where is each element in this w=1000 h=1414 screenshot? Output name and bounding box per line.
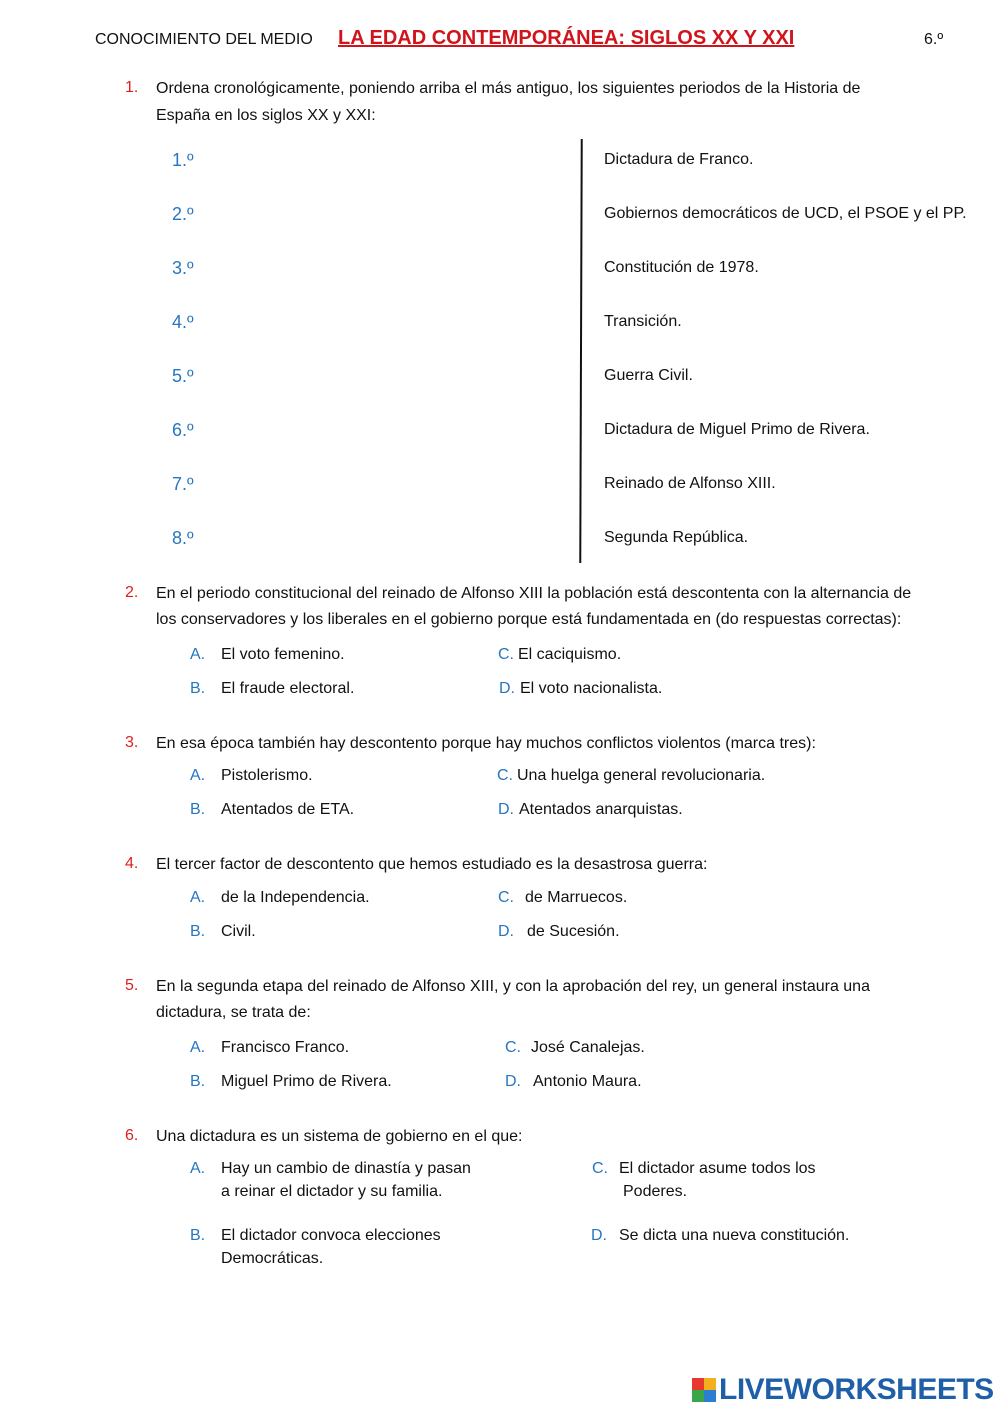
option-c-continued[interactable]: Poderes. xyxy=(623,1183,688,1200)
option-a[interactable]: El voto femenino. xyxy=(221,646,345,663)
option-letter-a[interactable]: A. xyxy=(190,1160,206,1177)
question-number: 4. xyxy=(125,855,139,872)
question-text: España en los siglos XX y XXI: xyxy=(156,107,376,124)
subject-label: CONOCIMIENTO DEL MEDIO xyxy=(95,31,313,48)
option-letter-c[interactable]: C. xyxy=(498,646,514,663)
period-item[interactable]: Transición. xyxy=(604,313,682,330)
option-a[interactable]: Francisco Franco. xyxy=(221,1039,350,1056)
question-text: Ordena cronológicamente, poniendo arriba el más antiguo, los siguientes periodos de la Historia de xyxy=(156,80,861,97)
logo-square-blue xyxy=(704,1390,716,1402)
order-slot[interactable]: 3.º xyxy=(172,258,194,278)
option-b[interactable]: Civil. xyxy=(221,923,256,940)
period-item[interactable]: Segunda República. xyxy=(604,529,749,546)
option-letter-c[interactable]: C. xyxy=(497,767,513,784)
option-letter-d[interactable]: D. xyxy=(591,1227,607,1244)
liveworksheets-logo-icon xyxy=(692,1378,716,1402)
logo-square-green xyxy=(692,1390,704,1402)
order-slot[interactable]: 2.º xyxy=(172,204,194,224)
option-letter-b[interactable]: B. xyxy=(190,680,206,697)
question-text: En esa época también hay descontento porque hay muchos conflictos violentos (marca tres): xyxy=(156,735,816,752)
question-text: Una dictadura es un sistema de gobierno en el que: xyxy=(156,1128,523,1145)
option-letter-a[interactable]: A. xyxy=(190,646,206,663)
option-letter-d[interactable]: D. xyxy=(505,1073,521,1090)
option-letter-a[interactable]: A. xyxy=(190,889,206,906)
option-b[interactable]: Miguel Primo de Rivera. xyxy=(221,1073,392,1090)
period-item[interactable]: Dictadura de Franco. xyxy=(604,151,754,168)
option-letter-d[interactable]: D. xyxy=(498,923,514,940)
question-number: 5. xyxy=(125,977,139,994)
option-a-continued[interactable]: a reinar el dictador y su familia. xyxy=(221,1183,443,1200)
option-a[interactable]: de la Independencia. xyxy=(221,889,370,906)
order-slot[interactable]: 4.º xyxy=(172,312,194,332)
option-a[interactable]: Pistolerismo. xyxy=(221,767,313,784)
option-letter-c[interactable]: C. xyxy=(592,1160,608,1177)
question-number: 6. xyxy=(125,1127,139,1144)
option-letter-b[interactable]: B. xyxy=(190,1227,206,1244)
option-b[interactable]: El fraude electoral. xyxy=(221,680,355,697)
option-letter-b[interactable]: B. xyxy=(190,1073,206,1090)
order-slot[interactable]: 5.º xyxy=(172,366,194,386)
option-c[interactable]: de Marruecos. xyxy=(525,889,628,906)
option-b[interactable]: El dictador convoca elecciones xyxy=(221,1227,441,1244)
grade-label: 6.º xyxy=(924,31,944,48)
option-d[interactable]: Atentados anarquistas. xyxy=(519,801,683,818)
option-letter-d[interactable]: D. xyxy=(499,680,515,697)
option-letter-c[interactable]: C. xyxy=(498,889,514,906)
option-a[interactable]: Hay un cambio de dinastía y pasan xyxy=(221,1160,471,1177)
period-item[interactable]: Dictadura de Miguel Primo de Rivera. xyxy=(604,421,870,438)
liveworksheets-logo xyxy=(692,1373,994,1407)
logo-square-red xyxy=(692,1378,704,1390)
option-letter-b[interactable]: B. xyxy=(190,923,206,940)
option-d[interactable]: de Sucesión. xyxy=(527,923,620,940)
option-letter-a[interactable]: A. xyxy=(190,1039,206,1056)
option-d[interactable]: El voto nacionalista. xyxy=(520,680,663,697)
option-b-continued[interactable]: Democráticas. xyxy=(221,1250,324,1267)
question-text: En la segunda etapa del reinado de Alfonso XIII, y con la aprobación del rey, un general instaura una xyxy=(156,978,870,995)
worksheet-title: LA EDAD CONTEMPORÁNEA: SIGLOS XX Y XXI xyxy=(338,27,795,49)
order-slot[interactable]: 7.º xyxy=(172,474,194,494)
option-d[interactable]: Se dicta una nueva constitución. xyxy=(619,1227,850,1244)
option-c[interactable]: Una huelga general revolucionaria. xyxy=(517,767,766,784)
question-number: 3. xyxy=(125,734,139,751)
question-text: los conservadores y los liberales en el gobierno porque está fundamentada en (do respuestas correctas): xyxy=(156,611,902,628)
logo-text: LIVEWORKSHEETS xyxy=(719,1373,994,1406)
option-letter-a[interactable]: A. xyxy=(190,767,206,784)
option-d[interactable]: Antonio Maura. xyxy=(533,1073,642,1090)
option-letter-d[interactable]: D. xyxy=(498,801,514,818)
option-letter-b[interactable]: B. xyxy=(190,801,206,818)
order-slot[interactable]: 6.º xyxy=(172,420,194,440)
question-text: El tercer factor de descontento que hemos estudiado es la desastrosa guerra: xyxy=(156,856,708,873)
option-b[interactable]: Atentados de ETA. xyxy=(221,801,355,818)
order-slot[interactable]: 8.º xyxy=(172,528,194,548)
divider-line xyxy=(579,139,582,563)
question-text: dictadura, se trata de: xyxy=(156,1004,311,1021)
logo-square-yellow xyxy=(704,1378,716,1390)
question-number: 2. xyxy=(125,584,139,601)
order-slot[interactable]: 1.º xyxy=(172,150,194,170)
option-c[interactable]: El caciquismo. xyxy=(518,646,622,663)
period-item[interactable]: Constitución de 1978. xyxy=(604,259,759,276)
question-text: En el periodo constitucional del reinado de Alfonso XIII la población está descontenta con la alternancia de xyxy=(156,585,912,602)
question-number: 1. xyxy=(125,79,139,96)
period-item[interactable]: Gobiernos democráticos de UCD, el PSOE y el PP. xyxy=(604,205,967,222)
period-item[interactable]: Reinado de Alfonso XIII. xyxy=(604,475,776,492)
option-c[interactable]: El dictador asume todos los xyxy=(619,1160,816,1177)
option-c[interactable]: José Canalejas. xyxy=(531,1039,645,1056)
period-item[interactable]: Guerra Civil. xyxy=(604,367,693,384)
option-letter-c[interactable]: C. xyxy=(505,1039,521,1056)
